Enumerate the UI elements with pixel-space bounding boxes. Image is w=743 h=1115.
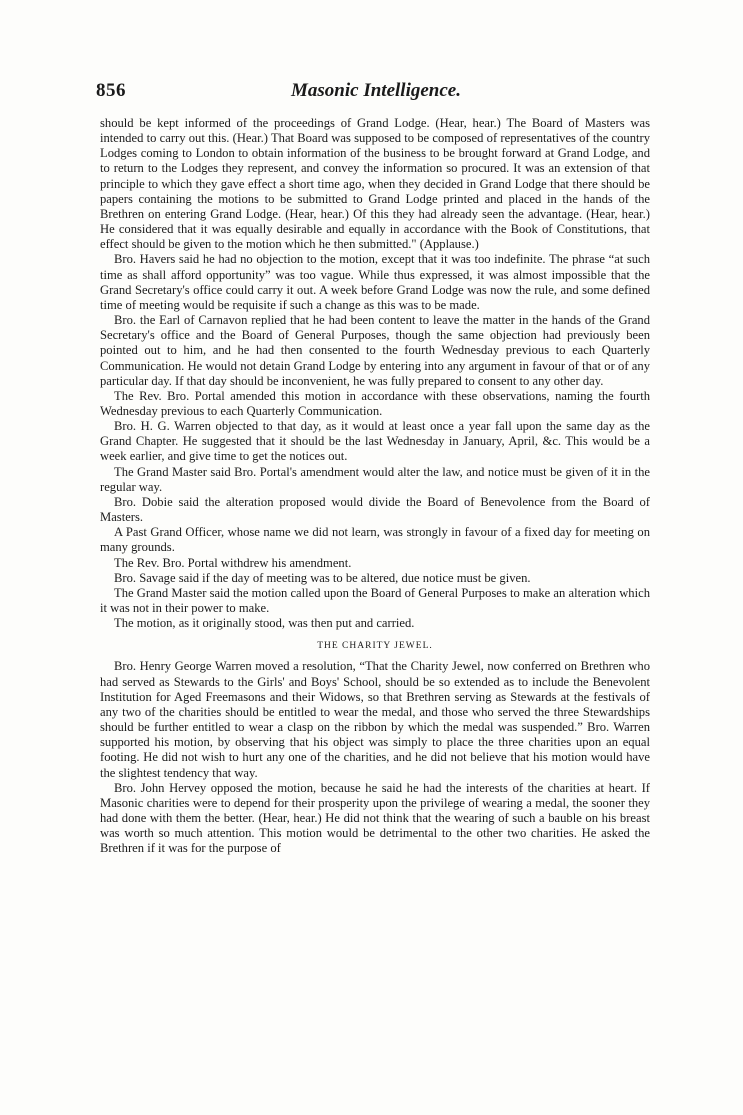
paragraph: should be kept informed of the proceedings of Grand Lodge. (Hear, hear.) The Board of Masters was intended to carry out this. (Hear.) That Board was supposed to be composed of representatives of the country Lodges coming to London to obtain information of the business to be brought forward at Grand Lodge, and to return to the Lodges they represent, and convey the information so procured. It was an extension of that principle to which they gave effect a short time ago, when they decided in Grand Lodge that there should be papers containing the motions to be submitted to Grand Lodge printed and placed in the hands of the Brethren on entering Grand Lodge. (Hear, hear.) Of this they had already seen the advantage. (Hear, hear.) He considered that it was equally desirable and equally in accordance with the Book of Constitutions, that effect should be given to the motion which he then submitted." (Applause.) (100, 116, 650, 252)
article-body (100, 116, 650, 857)
running-title: Masonic Intelligence. (291, 80, 461, 101)
paragraph: Bro. the Earl of Carnavon replied that he had been content to leave the matter in the hands of the Grand Secretary's office and the Board of General Purposes, though the same objection had previously been pointed out to him, and he had then consented to the fourth Wednesday previous to each Quarterly Communication. He would not detain Grand Lodge by entering into any argument in favour of that or of any particular day. If that day should be inconvenient, he was fully prepared to consent to any other day. (100, 313, 650, 388)
paragraph: Bro. John Hervey opposed the motion, because he said he had the interests of the charities at heart. If Masonic charities were to depend for their prosperity upon the privilege of wearing a medal, the sooner they had done with them the better. (Hear, hear.) He did not think that the wearing of such a bauble on his breast was worth so much attention. This motion would be detrimental to the other two charities. He asked the Brethren if it was for the purpose of (100, 780, 650, 856)
paragraph: The Rev. Bro. Portal withdrew his amendment. (114, 555, 352, 570)
paragraph: Bro. H. G. Warren objected to that day, as it would at least once a year fall upon the same day as the Grand Chapter. He suggested that it should be the last Wednesday in January, April, &c. This would be a week earlier, and give time to get the notices out. (100, 419, 650, 464)
page-number: 856 (96, 80, 126, 101)
paragraph: The Grand Master said Bro. Portal's amendment would alter the law, and notice must be given of it in the regular way. (100, 464, 650, 494)
paragraph: The Grand Master said the motion called upon the Board of General Purposes to make an alteration which it was not in their power to make. (100, 585, 650, 615)
paragraph: A Past Grand Officer, whose name we did not learn, was strongly in favour of a fixed day for meeting on many grounds. (100, 525, 650, 555)
paragraph: Bro. Dobie said the alteration proposed would divide the Board of Benevolence from the Board of Masters. (100, 494, 650, 525)
paragraph: The Rev. Bro. Portal amended this motion in accordance with these observations, naming the fourth Wednesday previous to each Quarterly Communication. (100, 388, 650, 418)
paragraph: Bro. Savage said if the day of meeting was to be altered, due notice must be given. (114, 570, 531, 585)
section-heading: THE CHARITY JEWEL. (317, 641, 433, 652)
paragraph: Bro. Henry George Warren moved a resolution, “That the Charity Jewel, now conferred on Brethren who had served as Stewards to the Girls' and Boys' School, should be so extended as to include the Benevolent Institution for Aged Freemasons and their Widows, so that Brethren serving as Stewards at the festivals of any two of the charities should be entitled to wear the medal, and those who served the three Stewardships should be further entitled to wear a clasp on the ribbon by which the medal was suspended.” Bro. Warren supported his motion, by observing that his object was simply to place the three charities upon an equal footing. He did not wish to hurt any one of the charities, and he did not believe that his motion would have the slightest tendency that way. (100, 659, 650, 780)
page-header (96, 80, 656, 104)
paragraph: Bro. Havers said he had no objection to the motion, except that it was too indefinite. The phrase “at such time as shall afford opportunity” was too vague. While thus expressed, it was almost impossible that the Grand Secretary's office could carry it out. A week before Grand Lodge was now the rule, and some defined time of meeting would be requisite if such a change as this was to be made. (100, 252, 650, 312)
paragraph: The motion, as it originally stood, was then put and carried. (114, 616, 415, 631)
